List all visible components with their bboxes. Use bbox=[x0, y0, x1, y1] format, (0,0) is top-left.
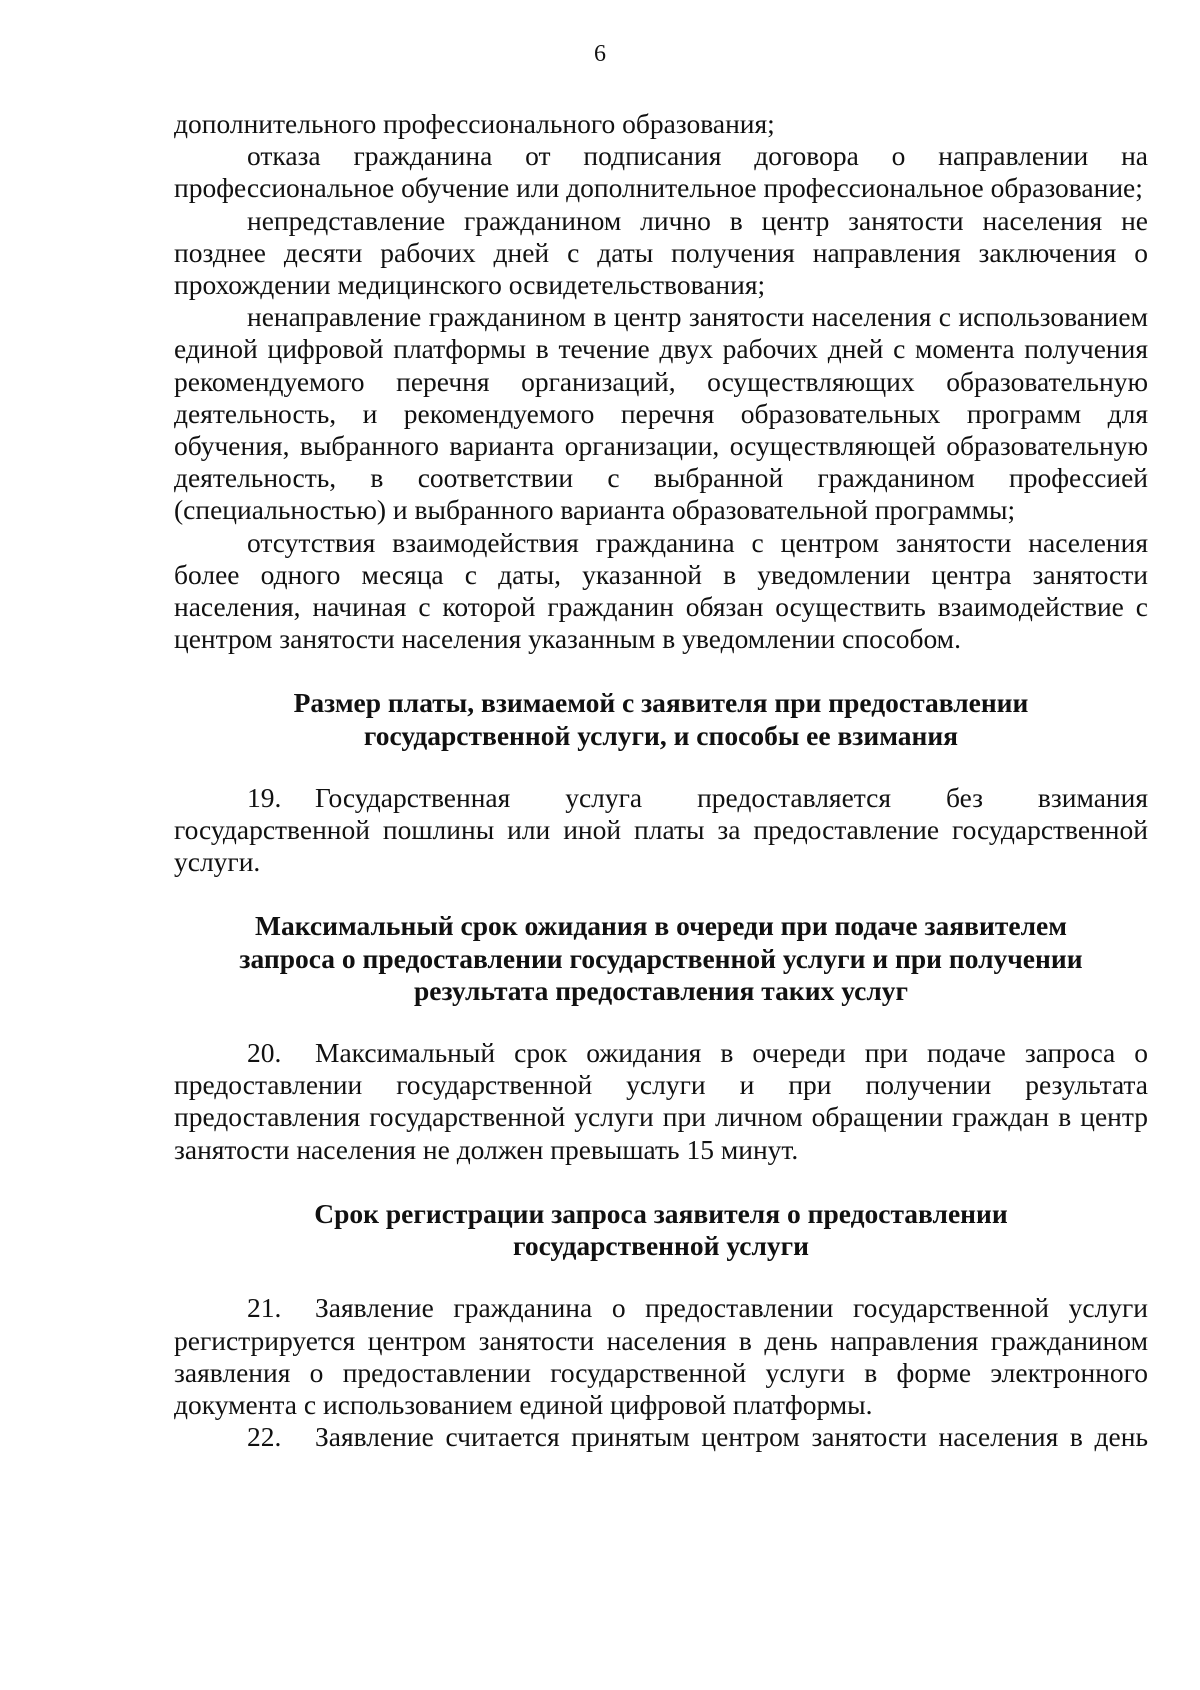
paragraph-no-medical-report: непредставление гражданином лично в центр занятости населения не позднее десяти рабочих дней с даты получения направления заключения о прохождении медицинского освидетельствования; bbox=[174, 204, 1148, 301]
heading-line: Максимальный срок ожидания в очереди при подаче заявителем bbox=[255, 910, 1067, 942]
heading-line: государственной услуги, и способы ее взимания bbox=[363, 719, 959, 751]
page-number: 6 bbox=[594, 41, 606, 67]
heading-line: государственной услуги bbox=[513, 1230, 809, 1262]
paragraph-text: Заявление считается принятым центром занятости населения в день bbox=[315, 1421, 1148, 1453]
heading-line: результата предоставления таких услуг bbox=[413, 974, 908, 1006]
paragraph-no-program-choice: ненаправление гражданином в центр занятости населения с использованием единой цифровой платформы в течение двух рабочих дней с момента получения рекомендуемого перечня организаций, осуществляющих образовательную деятельность, и рекомендуемого перечня образовательных программ для обучения, выбранного варианта организации, осуществляющей образовательную деятельность, в соответствии с выбранной гражданином профессией (специальностью) и выбранного варианта образовательной программы; bbox=[174, 301, 1148, 526]
paragraph-number: 19. bbox=[247, 781, 282, 813]
section-heading-registration bbox=[174, 1198, 1148, 1262]
heading-line: Размер платы, взимаемой с заявителя при предоставлении bbox=[293, 687, 1029, 719]
paragraph-no-interaction: отсутствия взаимодействия гражданина с центром занятости населения более одного месяца с даты, указанной в уведомлении центра занятости населения, начиная с которой гражданин обязан осуществить взаимодействие с центром занятости населения указанным в уведомлении способом. bbox=[174, 526, 1148, 655]
document-body bbox=[174, 108, 1148, 1453]
paragraph-22 bbox=[174, 1421, 1148, 1453]
paragraph-continuation: дополнительного профессионального образования; bbox=[174, 108, 775, 139]
paragraph-text: Государственная услуга предоставляется без взимания государственной пошлины или иной платы за предоставление государственной услуги. bbox=[174, 781, 1148, 878]
section-heading-waiting-time bbox=[174, 910, 1148, 1007]
paragraph-21 bbox=[174, 1292, 1148, 1421]
paragraph-20 bbox=[174, 1037, 1148, 1166]
paragraph-number: 21. bbox=[247, 1292, 282, 1324]
paragraph-19 bbox=[174, 782, 1148, 879]
heading-line: запроса о предоставлении государственной услуги и при получении bbox=[239, 942, 1083, 974]
paragraph-text: Заявление гражданина о предоставлении государственной услуги регистрируется центром занятости населения в день направления гражданином заявления о предоставлении государственной услуги в форме электронного документа с использованием единой цифровой платформы. bbox=[174, 1292, 1148, 1420]
paragraph-text: Максимальный срок ожидания в очереди при подаче запроса о предоставлении государственной услуги и при получении результата предоставления государственной услуги при личном обращении граждан в центр занятости населения не должен превышать 15 минут. bbox=[174, 1037, 1148, 1165]
section-heading-fee bbox=[174, 687, 1148, 751]
paragraph-refusal-contract: отказа гражданина от подписания договора о направлении на профессиональное обучение или дополнительное профессиональное образование; bbox=[174, 140, 1148, 204]
paragraph-number: 20. bbox=[247, 1037, 282, 1069]
heading-line: Срок регистрации запроса заявителя о предоставлении bbox=[314, 1197, 1008, 1229]
paragraph-number: 22. bbox=[247, 1421, 282, 1453]
